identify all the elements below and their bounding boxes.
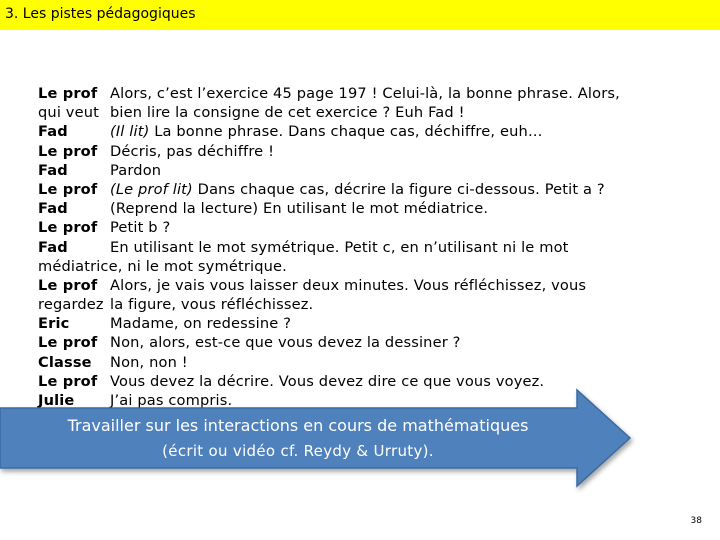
dialogue-text: Madame, on redessine ? <box>110 315 292 333</box>
speaker-label: Le prof <box>38 142 98 160</box>
dialogue-text: Pardon <box>110 161 162 179</box>
arrow-shape <box>0 390 630 486</box>
banner-heading: Travailler sur les interactions en cours de mathématiques <box>67 416 529 435</box>
continuation-word: regardez <box>38 296 104 314</box>
dialogue-text: Vous devez la décrire. Vous devez dire ce que vous voyez. <box>110 372 545 390</box>
speaker-label: Le prof <box>38 85 98 102</box>
speaker-label: Classe <box>38 353 92 371</box>
dialogue-text: médiatrice, ni le mot symétrique. <box>38 257 287 275</box>
speaker-label: Le prof <box>38 276 98 294</box>
dialogue-text: Petit b ? <box>110 219 171 237</box>
dialogue-text: En utilisant le mot symétrique. Petit c, en n’utilisant ni le mot <box>110 238 569 256</box>
dialogue-text: bien lire la consigne de cet exercice ? Euh Fad ! <box>110 104 465 122</box>
banner-subheading: (écrit ou vidéo cf. Reydy & Urruty). <box>162 442 434 460</box>
speaker-label: Fad <box>38 123 68 141</box>
speaker-label: Fad <box>38 161 68 179</box>
speaker-label: Eric <box>38 315 70 333</box>
dialogue-text: Alors, je vais vous laisser deux minutes. Vous réfléchissez, vous <box>110 276 587 294</box>
speaker-label: Le prof <box>38 219 98 237</box>
dialogue-text: J’ai pas compris. <box>110 392 233 409</box>
stage-direction: (Il lit) <box>110 123 150 141</box>
dialogue-text: Alors, c’est l’exercice 45 page 197 ! Celui-là, la bonne phrase. Alors, <box>110 85 620 102</box>
dialogue-text: La bonne phrase. Dans chaque cas, déchiffre, euh… <box>149 123 543 141</box>
slide-title: 3. Les pistes pédagogiques <box>5 6 196 22</box>
speaker-label: Le prof <box>38 334 98 352</box>
slide-number: 38 <box>690 516 702 526</box>
dialogue-text: la figure, vous réfléchissez. <box>110 296 314 314</box>
dialogue-text: Dans chaque cas, décrire la figure ci-dessous. Petit a ? <box>192 180 605 198</box>
speaker-label: Fad <box>38 238 68 256</box>
stage-direction: (Le prof lit) <box>110 180 193 198</box>
dialogue-text: (Reprend la lecture) En utilisant le mot médiatrice. <box>110 200 489 218</box>
dialogue-text: Non, alors, est-ce que vous devez la dessiner ? <box>110 334 461 352</box>
continuation-word: qui veut <box>38 104 99 122</box>
dialogue-text: Non, non ! <box>110 353 188 371</box>
speaker-label: Fad <box>38 200 68 218</box>
speaker-label: Le prof <box>38 180 98 198</box>
dialogue-text: Décris, pas déchiffre ! <box>110 142 275 160</box>
speaker-label: Le prof <box>38 372 98 390</box>
speaker-label: Julie <box>38 392 75 409</box>
